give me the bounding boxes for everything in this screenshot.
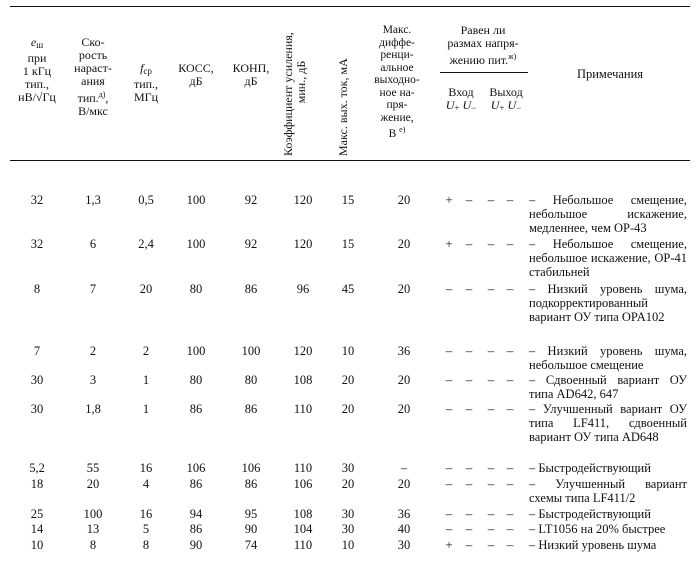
cell-rail-s4: – — [506, 537, 514, 552]
cell-fcr: 5 — [142, 522, 150, 536]
cell-note: – Низкий уровень шума — [529, 538, 657, 552]
cell-slew: 100 — [83, 507, 103, 521]
header-diff-voltage: Макс. диффе- ренци- альное выходно- ное на- пря- жение, В $^{е)}$ — [374, 24, 420, 140]
cell-cmrr: 80 — [189, 282, 203, 296]
cell-rail-s3: – — [487, 192, 495, 207]
cell-vdiff: – — [400, 461, 408, 475]
cell-rail-s2: – — [465, 281, 473, 296]
cell-note: – Небольшое смещение, небольшое искажение, OP-41 стабильней — [529, 237, 687, 279]
cell-noise: 10 — [30, 538, 44, 552]
cell-rail-s4: – — [506, 506, 514, 521]
cell-note: – Сдвоенный вариант ОУ типа AD642, 647 — [529, 373, 687, 401]
cell-noise: 30 — [30, 402, 44, 416]
cell-fcr: 2 — [142, 344, 150, 358]
cell-rail-s4: – — [506, 343, 514, 358]
cell-iout: 20 — [341, 477, 355, 491]
cell-iout: 45 — [341, 282, 355, 296]
cell-psrr: 95 — [244, 507, 258, 521]
cell-noise: 32 — [30, 237, 44, 251]
cell-rail-s4: – — [506, 281, 514, 296]
rail-group-rule — [440, 72, 528, 73]
cell-rail-s1: – — [445, 506, 453, 521]
header-rail-to-rail: Равен ли размах напря- жению пит.$^{ж)}$ — [447, 23, 519, 67]
cell-slew: 20 — [86, 477, 100, 491]
cell-cmrr: 86 — [189, 477, 203, 491]
cell-rail-s4: – — [506, 372, 514, 387]
cell-cmrr: 80 — [189, 373, 203, 387]
cell-rail-s2: – — [465, 236, 473, 251]
cell-vdiff: 20 — [397, 477, 411, 491]
header-output-current: Макс. вых. ток, мА — [336, 58, 350, 156]
cell-note: – Быстродействующий — [529, 507, 651, 521]
cell-iout: 30 — [341, 507, 355, 521]
header-rail-output: Выход $U_+$ $U_-$ — [489, 85, 523, 113]
cell-rail-s1: – — [445, 476, 453, 491]
cell-vdiff: 36 — [397, 344, 411, 358]
cell-note: – LT1056 на 20% быстрее — [529, 522, 666, 536]
cell-noise: 8 — [33, 282, 41, 296]
cell-slew: 13 — [86, 522, 100, 536]
cell-vdiff: 20 — [397, 373, 411, 387]
cell-rail-s2: – — [465, 192, 473, 207]
cell-noise: 18 — [30, 477, 44, 491]
cell-vdiff: 20 — [397, 282, 411, 296]
cell-fcr: 2,4 — [138, 237, 154, 251]
cell-gain: 120 — [293, 193, 313, 207]
cell-psrr: 86 — [244, 402, 258, 416]
cell-cmrr: 100 — [186, 344, 206, 358]
cell-note: – Небольшое смещение, небольшое искажение, медленнее, чем OP-43 — [529, 193, 687, 235]
cell-rail-s3: – — [487, 343, 495, 358]
cell-rail-s2: – — [465, 460, 473, 475]
cell-slew: 1,8 — [85, 402, 101, 416]
cell-psrr: 92 — [244, 193, 258, 207]
cell-rail-s4: – — [506, 476, 514, 491]
cell-gain: 110 — [293, 461, 313, 475]
cell-vdiff: 36 — [397, 507, 411, 521]
cell-note: – Улучшенный вариант схемы типа LF411/2 — [529, 477, 687, 505]
cell-rail-s2: – — [465, 521, 473, 536]
cell-rail-s3: – — [487, 236, 495, 251]
cell-fcr: 0,5 — [138, 193, 154, 207]
cell-gain: 104 — [293, 522, 313, 536]
cell-psrr: 100 — [241, 344, 261, 358]
cell-noise: 32 — [30, 193, 44, 207]
cell-fcr: 20 — [139, 282, 153, 296]
cell-vdiff: 20 — [397, 193, 411, 207]
cell-noise: 14 — [30, 522, 44, 536]
header-noise: $e_ш$ при 1 кГц тип., нВ/√Гц — [18, 35, 56, 104]
cell-cmrr: 90 — [189, 538, 203, 552]
cell-noise: 25 — [30, 507, 44, 521]
cell-iout: 20 — [341, 402, 355, 416]
table-top-rule — [10, 6, 690, 7]
cell-rail-s3: – — [487, 506, 495, 521]
header-unity-frequency: $f_{ср}$ тип., МГц — [133, 61, 159, 104]
cell-rail-s2: – — [465, 401, 473, 416]
cell-rail-s1: – — [445, 401, 453, 416]
cell-rail-s4: – — [506, 236, 514, 251]
cell-rail-s1: – — [445, 372, 453, 387]
cell-cmrr: 94 — [189, 507, 203, 521]
cell-rail-s2: – — [465, 506, 473, 521]
cell-iout: 15 — [341, 237, 355, 251]
cell-rail-s3: – — [487, 537, 495, 552]
cell-rail-s1: – — [445, 460, 453, 475]
cell-note: – Быстродействующий — [529, 461, 651, 475]
cell-cmrr: 86 — [189, 402, 203, 416]
cell-rail-s1: + — [445, 236, 453, 251]
cell-rail-s1: – — [445, 281, 453, 296]
cell-rail-s2: – — [465, 343, 473, 358]
cell-iout: 10 — [341, 344, 355, 358]
cell-slew: 6 — [89, 237, 97, 251]
cell-noise: 30 — [30, 373, 44, 387]
cell-psrr: 80 — [244, 373, 258, 387]
cell-vdiff: 20 — [397, 237, 411, 251]
cell-psrr: 106 — [241, 461, 261, 475]
cell-vdiff: 30 — [397, 538, 411, 552]
cell-rail-s3: – — [487, 460, 495, 475]
cell-rail-s3: – — [487, 521, 495, 536]
cell-gain: 110 — [293, 538, 313, 552]
header-gain: Коэффициент усиления, мин., дБ — [281, 32, 308, 156]
cell-slew: 7 — [89, 282, 97, 296]
cell-rail-s3: – — [487, 372, 495, 387]
header-psrr: КОНП, дБ — [232, 61, 270, 88]
cell-vdiff: 40 — [397, 522, 411, 536]
cell-gain: 108 — [293, 373, 313, 387]
cell-rail-s1: – — [445, 343, 453, 358]
cell-rail-s2: – — [465, 476, 473, 491]
cell-slew: 2 — [89, 344, 97, 358]
cell-slew: 8 — [89, 538, 97, 552]
cell-note: – Улучшенный вариант ОУ типа LF411, сдвоенный вариант ОУ типа AD648 — [529, 402, 687, 444]
cell-fcr: 16 — [139, 507, 153, 521]
header-bottom-rule — [10, 160, 690, 161]
cell-rail-s2: – — [465, 372, 473, 387]
cell-fcr: 16 — [139, 461, 153, 475]
cell-psrr: 92 — [244, 237, 258, 251]
cell-iout: 20 — [341, 373, 355, 387]
header-rail-input: Вход $U_+$ $U_-$ — [445, 85, 477, 113]
cell-rail-s3: – — [487, 476, 495, 491]
cell-rail-s1: + — [445, 537, 453, 552]
cell-vdiff: 20 — [397, 402, 411, 416]
cell-psrr: 74 — [244, 538, 258, 552]
cell-rail-s4: – — [506, 192, 514, 207]
cell-rail-s2: – — [465, 537, 473, 552]
cell-iout: 15 — [341, 193, 355, 207]
cell-noise: 7 — [33, 344, 41, 358]
header-cmrr: КОСС, дБ — [178, 61, 214, 88]
cell-iout: 30 — [341, 461, 355, 475]
cell-rail-s1: + — [445, 192, 453, 207]
cell-slew: 3 — [89, 373, 97, 387]
cell-gain: 110 — [293, 402, 313, 416]
cell-slew: 55 — [86, 461, 100, 475]
cell-iout: 10 — [341, 538, 355, 552]
cell-rail-s1: – — [445, 521, 453, 536]
header-notes: Примечания — [576, 67, 644, 81]
cell-fcr: 1 — [142, 373, 150, 387]
cell-fcr: 8 — [142, 538, 150, 552]
cell-psrr: 86 — [244, 477, 258, 491]
cell-cmrr: 86 — [189, 522, 203, 536]
cell-note: – Низкий уровень шума, небольшое смещение — [529, 344, 687, 372]
cell-slew: 1,3 — [85, 193, 101, 207]
cell-gain: 96 — [296, 282, 310, 296]
cell-noise: 5,2 — [29, 461, 45, 475]
cell-cmrr: 100 — [186, 193, 206, 207]
cell-psrr: 86 — [244, 282, 258, 296]
cell-rail-s4: – — [506, 521, 514, 536]
cell-gain: 120 — [293, 237, 313, 251]
cell-fcr: 4 — [142, 477, 150, 491]
header-slew-rate: Ско- рость нараст- ания тип.$^{д)}$, В/мкс — [74, 35, 112, 118]
cell-gain: 120 — [293, 344, 313, 358]
cell-rail-s3: – — [487, 401, 495, 416]
cell-psrr: 90 — [244, 522, 258, 536]
cell-rail-s3: – — [487, 281, 495, 296]
cell-cmrr: 106 — [186, 461, 206, 475]
cell-note: – Низкий уровень шума, подкорректированный вариант ОУ типа OPA102 — [529, 282, 687, 324]
cell-rail-s4: – — [506, 401, 514, 416]
cell-cmrr: 100 — [186, 237, 206, 251]
cell-fcr: 1 — [142, 402, 150, 416]
cell-iout: 30 — [341, 522, 355, 536]
cell-gain: 108 — [293, 507, 313, 521]
cell-gain: 106 — [293, 477, 313, 491]
cell-rail-s4: – — [506, 460, 514, 475]
